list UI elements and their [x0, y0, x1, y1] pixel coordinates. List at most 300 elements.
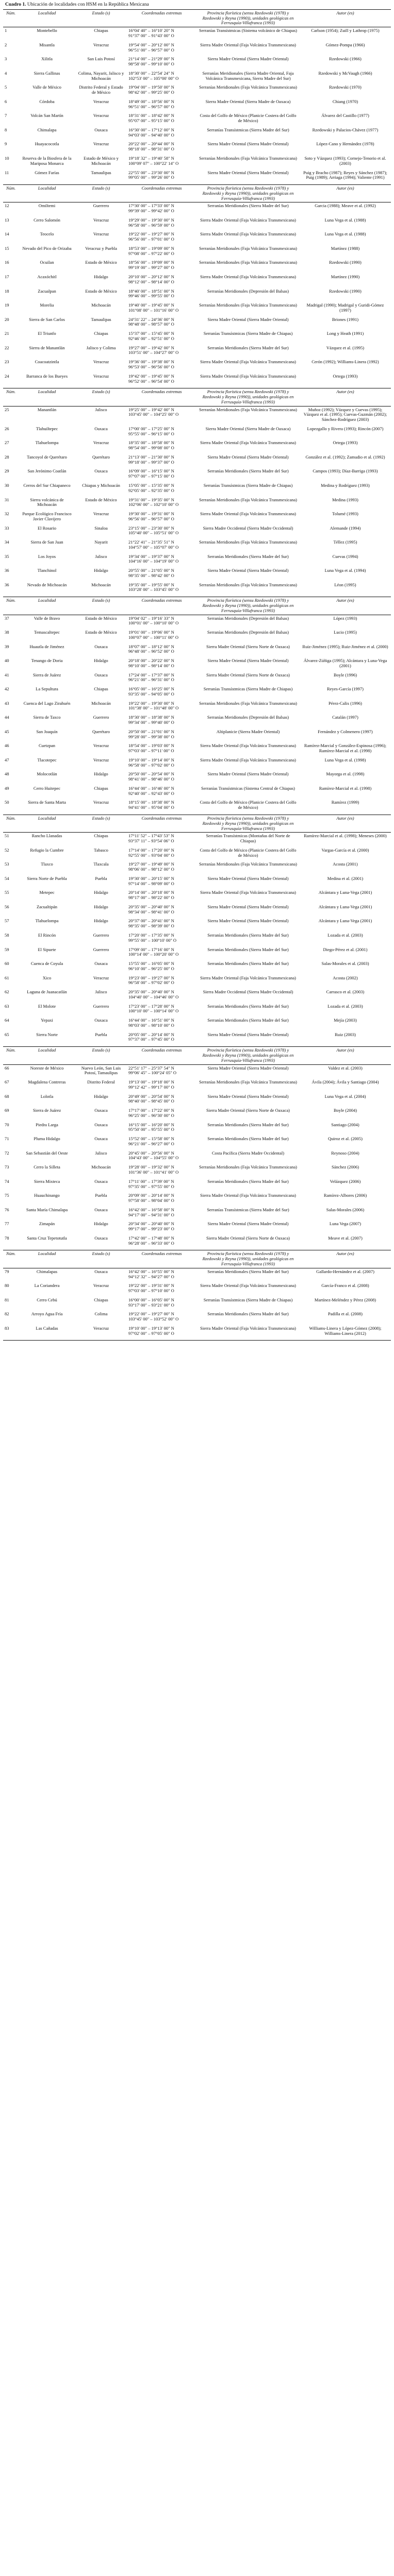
- table-row: [3, 84, 391, 98]
- table-row: [3, 406, 391, 426]
- row-author: Álvarez del Castillo (1977): [321, 113, 369, 118]
- row-number: 81: [5, 1297, 9, 1302]
- row-province: Serranías Meridionales (Faja Volcánica Transmexicana): [199, 302, 297, 308]
- row-number: 61: [5, 975, 9, 980]
- row-state: Michoacán: [91, 700, 111, 706]
- row-state: Veracruz: [93, 141, 109, 147]
- caption-label: Cuadro 1.: [5, 2, 26, 7]
- row-number: 26: [5, 426, 9, 431]
- row-locality: Volcán San Martín: [30, 113, 63, 118]
- table-row: [3, 1150, 391, 1164]
- row-coordinates: 18°30' 00" – 18°38' 00" N 99°34' 00" – 99°40' 00" O: [128, 715, 174, 725]
- table-row: [3, 553, 391, 568]
- row-province: Serranías Meridionales (Faja Volcánica Transmexicana): [199, 539, 297, 545]
- row-coordinates: 19°22' 00" – 19°27' 00" N 96°56' 00" – 97°01' 00" O: [128, 231, 174, 242]
- row-coordinates: 18°56' 00" – 19°09' 00" N 99°19' 00" – 99°27' 00" O: [128, 260, 174, 270]
- row-number: 51: [5, 833, 9, 839]
- row-state: Oaxaca: [94, 426, 108, 431]
- row-province: Serranías Meridionales (Faja Volcánica Transmexicana): [199, 406, 297, 412]
- row-state: Jalisco: [95, 1150, 107, 1156]
- row-province: Serranías Meridionales (Sierra Madre del Sur): [207, 1018, 289, 1023]
- table-row: [3, 155, 391, 170]
- row-state: Oaxaca: [94, 127, 108, 132]
- row-author: Cerón (1992); Williams-Linera (1992): [311, 359, 379, 365]
- table-header-row: [3, 388, 391, 406]
- row-locality: Morelia: [40, 302, 54, 308]
- row-number: 70: [5, 1122, 9, 1127]
- header-state: Estado (s): [75, 9, 127, 27]
- row-number: 20: [5, 316, 9, 322]
- table-row: [3, 439, 391, 454]
- row-state: Puebla: [95, 1031, 107, 1037]
- row-author: Luna Vega et al. (2004): [324, 1093, 366, 1099]
- row-author: Quiroz et al. (2005): [327, 1136, 363, 1142]
- table-row: [3, 27, 391, 42]
- header-locality: Localidad: [19, 185, 75, 202]
- row-coordinates: 18°53' 00" – 19°09' 00" N 97°08' 00" – 97°22' 00" O: [128, 245, 174, 256]
- row-province: Serranías Meridionales (Faja Volcánica Transmexicana): [199, 1164, 297, 1170]
- row-number: 10: [5, 156, 9, 161]
- table-row: [3, 686, 391, 700]
- row-locality: Tlaxco: [41, 861, 53, 867]
- row-state: Veracruz: [93, 1283, 109, 1289]
- row-number: 42: [5, 686, 9, 692]
- table-row: [3, 1297, 391, 1311]
- row-state: Guerrero: [93, 946, 109, 952]
- header-num: Núm.: [3, 815, 19, 832]
- row-number: 14: [5, 231, 9, 237]
- row-locality: Manantlán: [37, 406, 57, 412]
- table-header-row: [3, 1250, 391, 1268]
- row-author: Ramírez-Marcial y González-Espinosa (1996); Ramírez-Marcial et al. (1998): [304, 743, 387, 754]
- row-locality: Yepaxi: [41, 1018, 53, 1023]
- row-number: 76: [5, 1207, 9, 1212]
- row-number: 3: [5, 56, 7, 62]
- row-author: Carrasco et al. (2003): [326, 989, 365, 995]
- row-province: Serranías Meridionales (Sierra Madre del Sur): [207, 1268, 289, 1274]
- row-state: Jalisco: [95, 989, 107, 995]
- row-locality: Gómez Farías: [35, 170, 59, 175]
- row-province: Serranías Meridionales (Faja Volcánica Transmexicana): [199, 156, 297, 161]
- row-state: Hidalgo: [94, 1093, 108, 1099]
- row-author: Williams-Linera y López-Gómez (2008); Williams-Linera (2012): [309, 1325, 382, 1336]
- row-number: 82: [5, 1311, 9, 1317]
- row-state: Tamaulipas: [91, 170, 111, 175]
- table-row: [3, 1017, 391, 1031]
- row-coordinates: 19°22' 00" – 19°30' 00" N 101°38' 00" – 101°48' 00" O: [128, 700, 179, 711]
- row-province: Sierra Madre Oriental (Sierra Madre Oriental): [207, 141, 289, 147]
- row-number: 30: [5, 482, 9, 488]
- row-province: Serranías Meridionales (Depresión del Balsas): [207, 288, 289, 294]
- row-province: Sierra Madre Oriental (Sierra Madre Oriental): [207, 56, 289, 62]
- row-locality: Noreste de México: [30, 1065, 64, 1071]
- row-coordinates: 22°55' 00" – 23°30' 00" N 99°05' 00" – 99°26' 00" O: [128, 170, 174, 180]
- row-number: 32: [5, 511, 9, 517]
- row-number: 68: [5, 1093, 9, 1099]
- table-caption: [5, 2, 391, 8]
- row-locality: Sierra de San Carlos: [29, 316, 65, 322]
- row-coordinates: 17°20' 00" – 17°35' 00" N 99°55' 00" – 100°10' 00" O: [128, 932, 177, 943]
- row-province: Sierra Madre Oriental (Sierra Madre Oriental): [207, 316, 289, 322]
- row-author: Ortega (1993): [333, 373, 358, 379]
- row-locality: Tlahuelompa: [35, 918, 59, 924]
- header-state: Estado (s): [75, 1250, 127, 1268]
- row-state: Michoacán: [91, 302, 111, 308]
- row-author: Gallardo-Hernández et al. (2007): [316, 1268, 374, 1274]
- row-locality: Tenango de Doria: [31, 658, 63, 664]
- row-locality: Teocelo: [40, 231, 54, 237]
- table-row: [3, 742, 391, 757]
- row-author: Lucio (1995): [334, 630, 357, 635]
- row-number: 48: [5, 771, 9, 777]
- row-coordinates: 19°54' 00" – 20°12' 00" N 96°51' 00" – 96°57' 00" O: [128, 42, 174, 53]
- row-state: Hidalgo: [94, 771, 108, 777]
- row-number: 40: [5, 658, 9, 664]
- row-coordinates: 17°11' 00" – 17°39' 00" N 97°35' 00" – 97°55' 00" O: [128, 1178, 174, 1189]
- table-row: [3, 170, 391, 184]
- table-row: [3, 672, 391, 686]
- row-province: Sierra Madre Oriental (Sierra Madre Oriental): [207, 875, 289, 881]
- row-province: Sierra Madre Oriental (Sierra Madre Oriental): [207, 1221, 289, 1227]
- row-author: Carlson (1954); Zuill y Lathrop (1975): [311, 28, 380, 33]
- row-author: Reyes-García (1997): [326, 686, 364, 692]
- row-state: Colima, Nayarit, Jalisco y Michoacán: [78, 70, 124, 81]
- row-number: 25: [5, 406, 9, 412]
- row-state: Distrito Federal: [87, 1079, 115, 1085]
- row-author: Padilla et al. (2008): [327, 1311, 363, 1317]
- table-row: [3, 1311, 391, 1325]
- row-author: Santiago (2004): [331, 1122, 359, 1127]
- row-number: 46: [5, 743, 9, 749]
- row-author: Acosta (2001): [333, 861, 358, 867]
- row-number: 75: [5, 1193, 9, 1198]
- row-locality: Sierra de Manantlán: [29, 345, 65, 350]
- row-number: 62: [5, 989, 9, 995]
- row-number: 58: [5, 932, 9, 938]
- header-locality: Localidad: [19, 815, 75, 832]
- row-province: Serranías Transístmicas (Sierra Madre de Chiapas): [203, 686, 293, 692]
- row-province: Serranías Meridionales (Sierra Madre del Sur): [207, 1122, 289, 1127]
- row-locality: Parque Ecológico Francisco Javier Clavijero: [22, 511, 72, 521]
- row-number: 49: [5, 785, 9, 791]
- row-province: Serranías Meridionales (Faja Volcánica Transmexicana): [199, 861, 297, 867]
- row-locality: Cuetzpan: [38, 743, 56, 749]
- row-locality: Sierra de Juárez: [32, 1108, 61, 1113]
- row-author: Ávila (2004); Ávila y Santiago (2004): [311, 1079, 379, 1085]
- row-locality: Sierra Gallinas: [34, 70, 60, 76]
- row-number: 21: [5, 331, 9, 336]
- row-locality: Misantla: [39, 42, 55, 47]
- row-state: Veracruz: [93, 373, 109, 379]
- row-province: Sierra Madre Oriental (Faja Volcánica Transmexicana): [200, 231, 296, 237]
- row-coordinates: 17°17' 00" – 17°22' 00" N 96°25' 00" – 96°30' 00" O: [128, 1108, 174, 1118]
- row-locality: El Sipuete: [38, 946, 56, 952]
- row-province: Sierra Madre Oriental (Sierra Madre Oriental): [207, 918, 289, 924]
- row-province: Sierra Madre Oriental (Faja Volcánica Transmexicana): [200, 42, 296, 47]
- row-number: 66: [5, 1065, 9, 1071]
- header-province: Provincia florística (sensu Rzedowski (1978) y Rzedowski y Reyna (1990)), unidades geológicas en Ferrusquía-Villafranca (1993): [196, 1047, 300, 1064]
- row-locality: Los Joyos: [38, 553, 56, 559]
- row-locality: Sierra Mixteca: [34, 1178, 60, 1184]
- row-locality: Tlanchinol: [37, 568, 57, 573]
- row-state: Veracruz: [93, 1325, 109, 1331]
- header-state: Estado (s): [75, 815, 127, 832]
- row-author: Acosta (2002): [333, 975, 358, 980]
- row-coordinates: 19°42' 00" – 19°45' 00" N 96°52' 00" – 96°54' 00" O: [128, 373, 174, 384]
- row-number: 80: [5, 1283, 9, 1289]
- row-coordinates: 19°22' 00" – 19°27' 00" N 103°45' 00" – 103°52' 00" O: [128, 1311, 179, 1322]
- row-author: Salas-Morales (2006): [326, 1207, 365, 1212]
- row-state: Querétaro: [92, 728, 110, 734]
- row-locality: Magdalena Contreras: [28, 1079, 66, 1085]
- row-locality: Sierra de Juárez: [32, 672, 61, 677]
- row-locality: Metepec: [39, 890, 55, 895]
- table-row: [3, 975, 391, 989]
- row-author: Rzedowski y McVaugh (1966): [318, 70, 372, 76]
- row-province: Sierra Madre Oriental (Faja Volcánica Transmexicana): [200, 890, 296, 895]
- row-coordinates: 19°22' 00" – 19°31' 00" N 97°03' 00" – 97°10' 00" O: [128, 1283, 174, 1294]
- row-number: 53: [5, 861, 9, 867]
- row-locality: San Jerónimo Coatlán: [27, 468, 67, 474]
- row-author: Fernández y Colmenero (1997): [318, 728, 373, 734]
- row-author: Martínez (1988): [331, 245, 360, 251]
- row-province: Sierra Madre Oriental (Sierra Madre de Oaxaca): [205, 426, 291, 431]
- row-number: 79: [5, 1268, 9, 1274]
- header-locality: Localidad: [19, 388, 75, 406]
- row-author: Puig y Bracho (1987); Reyes y Sánchez (1987); Puig (1989); Arriaga (1994); Valiente (1991): [303, 170, 387, 180]
- table-row: [3, 629, 391, 643]
- row-province: Costa del Golfo de México (Planicie Costera del Golfo de México): [200, 113, 297, 124]
- row-author: Boyle (2004): [333, 1108, 357, 1113]
- header-state: Estado (s): [75, 185, 127, 202]
- row-coordinates: 22°51' 17" – 25°37' 54" N 99°06' 45" – 100°24' 05" O: [128, 1065, 177, 1076]
- row-coordinates: 21°22' 41" – 21°35' 51" N 104°57' 00" – 105°07' 00" O: [128, 539, 179, 550]
- row-number: 31: [5, 497, 9, 502]
- row-state: Oaxaca: [94, 672, 108, 677]
- row-locality: Zacualtipán: [36, 904, 58, 909]
- row-number: 9: [5, 141, 7, 147]
- row-locality: Piedra Larga: [36, 1122, 58, 1127]
- table-row: [3, 946, 391, 961]
- row-state: Veracruz: [93, 98, 109, 104]
- row-province: Sierra Madre Oriental (Sierra Madre Oriental): [207, 904, 289, 909]
- row-number: 5: [5, 84, 7, 90]
- row-coordinates: 20°14' 00" – 20°18' 00" N 98°17' 00" – 98°22' 00" O: [128, 890, 174, 901]
- table-row: [3, 1221, 391, 1235]
- row-state: Oaxaca: [94, 1018, 108, 1023]
- row-coordinates: 18°49' 00" – 18°56' 00" N 96°51' 00" – 96°57' 00" O: [128, 98, 174, 109]
- row-coordinates: 19°28' 00" – 19°32' 00" N 101°36' 00" – 101°41' 00" O: [128, 1164, 179, 1175]
- row-state: Estado de México: [85, 497, 117, 502]
- separator-rule: [3, 1339, 391, 1341]
- row-province: Sierra Madre Oriental (Sierra Madre Oriental): [207, 454, 289, 460]
- row-coordinates: 17°30' 00" – 17°33' 00" N 99°39' 00" – 99°42' 00" O: [128, 203, 174, 214]
- row-author: Rzedowski y Palacios-Chávez (1977): [312, 127, 379, 132]
- row-state: Estado de México: [85, 615, 117, 621]
- row-coordinates: 19°10' 00" – 19°14' 00" N 96°58' 00" – 97°02' 00" O: [128, 757, 174, 768]
- row-coordinates: 17°00' 00" – 17°25' 00" N 95°55' 00" – 96°15' 00" O: [128, 426, 174, 436]
- row-coordinates: 16°44' 00" – 16°46' 00" N 92°40' 00" – 92°43' 00" O: [128, 785, 174, 796]
- row-locality: Cerro Salomón: [34, 217, 60, 223]
- table-row: [3, 1107, 391, 1122]
- row-number: 12: [5, 203, 9, 209]
- row-coordinates: 20°18' 00" – 20°22' 00" N 98°10' 00" – 98°14' 00" O: [128, 658, 174, 668]
- header-province: Provincia florística (sensu Rzedowski (1978) y Rzedowski y Reyna (1990)), unidades geológicas en Ferrusquía-Villafranca (1993): [196, 185, 300, 202]
- row-province: Sierra Madre Oriental (Sierra Madre Oriental): [207, 170, 289, 175]
- table-row: [3, 728, 391, 743]
- row-state: Querétaro: [92, 454, 110, 460]
- table-row: [3, 657, 391, 672]
- table-row: [3, 643, 391, 658]
- row-author: Briones (1991): [332, 316, 359, 322]
- row-state: Veracruz: [93, 113, 109, 118]
- row-state: Chiapas: [94, 833, 108, 839]
- row-locality: Sierra de Taxco: [33, 715, 61, 720]
- table-row: [3, 567, 391, 582]
- row-state: Oaxaca: [94, 1268, 108, 1274]
- row-author: Pérez-Calix (1996): [329, 700, 362, 706]
- row-state: Veracruz y Puebla: [85, 245, 117, 251]
- row-state: Veracruz: [93, 440, 109, 446]
- row-locality: Valle de Bravo: [34, 615, 60, 621]
- row-coordinates: 19°36' 00" – 19°38' 00" N 96°53' 00" – 96°56' 00" O: [128, 359, 174, 369]
- row-coordinates: 19°34' 00" – 19°37' 00" N 104°16' 00" – 104°19' 00" O: [128, 553, 179, 564]
- row-author: Diego-Pérez et al. (2001): [323, 946, 368, 952]
- row-coordinates: 17°14' 00" – 17°20' 00" N 92°55' 00" – 93°04' 00" O: [128, 847, 174, 858]
- row-state: Veracruz: [93, 800, 109, 805]
- row-coordinates: 16°30' 00" – 17°12' 00" N 94°03' 00" – 94°40' 00" O: [128, 127, 174, 138]
- table-row: [3, 1003, 391, 1018]
- row-locality: Cerro Cebú: [37, 1297, 57, 1302]
- row-author: Ramírez-Marcial et al. (1998): [319, 785, 372, 791]
- row-province: Sierra Madre Oriental (Faja Volcánica Transmexicana): [200, 1283, 296, 1289]
- row-coordinates: 21°14' 00" – 21°29' 00" N 98°58' 00" – 99°10' 00" O: [128, 56, 174, 67]
- row-state: Guerrero: [93, 203, 109, 209]
- row-author: Léon (1995): [334, 582, 356, 587]
- row-province: Serranías Transístmicas (Sistema volcánico de Chiapas): [199, 28, 298, 33]
- table-row: [3, 42, 391, 56]
- row-province: Sierra Madre Oriental (Faja Volcánica Transmexicana): [200, 274, 296, 280]
- row-locality: Coacoatzintla: [35, 359, 59, 365]
- row-province: Serranías Meridionales (Sierra Madre del Sur): [207, 203, 289, 209]
- row-coordinates: 16°42' 00" – 16°58' 00" N 94°17' 00" – 94°31' 00" O: [128, 1207, 174, 1217]
- row-locality: Laguna de Juanacatlán: [27, 989, 67, 995]
- table-header-row: [3, 597, 391, 615]
- row-author: Cuevas (1994): [332, 553, 358, 559]
- row-author: Rzedowski (1990): [329, 260, 362, 265]
- row-province: Sierra Madre Oriental (Sierra Norte de Oaxaca): [206, 1235, 290, 1241]
- row-province: Sierra Madre Oriental (Sierra Norte de Oaxaca): [206, 643, 290, 649]
- row-locality: Las Cañadas: [36, 1325, 58, 1331]
- row-province: Serranías Transístmicas (Sierra Madre del Sur): [207, 1207, 289, 1212]
- row-author: Mayorga et al. (1998): [326, 771, 365, 777]
- row-number: 78: [5, 1235, 9, 1241]
- row-state: Estado de México: [85, 630, 117, 635]
- table-row: [3, 70, 391, 84]
- row-locality: Tlahuelompa: [35, 440, 59, 446]
- row-state: Veracruz: [93, 231, 109, 237]
- table-row: [3, 1282, 391, 1297]
- row-coordinates: 21°13' 00" – 21°30' 00" N 99°18' 00" – 99°37' 00" O: [128, 454, 174, 465]
- row-number: 24: [5, 373, 9, 379]
- row-locality: Ocuilan: [40, 260, 54, 265]
- row-author: Rzedowski (1966): [329, 56, 362, 62]
- row-author: Alcántara y Luna-Vega (2001): [318, 890, 372, 895]
- row-province: Serranías Meridionales (Sierra Madre del Sur): [207, 961, 289, 967]
- row-province: Sierra Madre Oriental (Sierra Madre Oriental): [207, 1031, 289, 1037]
- table-row: [3, 302, 391, 316]
- row-coordinates: 20°55' 00" – 21°05' 00" N 98°35' 00" – 98°42' 00" O: [128, 568, 174, 578]
- row-number: 71: [5, 1136, 9, 1142]
- row-coordinates: 18°15' 00" – 18°38' 00" N 94°41' 00" – 95°04' 00" O: [128, 800, 174, 810]
- row-coordinates: 17°11' 52" – 17°43' 53" N 93°37' 11" – 93°54' 06" O: [128, 833, 174, 844]
- row-state: Oaxaca: [94, 1235, 108, 1241]
- row-number: 4: [5, 70, 7, 76]
- row-author: Soto y Vázquez (1993); Cornejo-Tenorio et al. (2003): [304, 156, 386, 166]
- row-state: Guerrero: [93, 715, 109, 720]
- row-state: Veracruz: [93, 743, 109, 749]
- row-state: Hidalgo: [94, 890, 108, 895]
- row-number: 1: [5, 28, 7, 33]
- row-province: Costa del Golfo de México (Planicie Costera del Golfo de México): [200, 800, 297, 810]
- row-state: Guerrero: [93, 932, 109, 938]
- row-locality: Arroyo Agua Fría: [31, 1311, 63, 1317]
- row-author: García-Franco et al. (2008): [321, 1283, 369, 1289]
- table-row: [3, 889, 391, 904]
- table-row: [3, 141, 391, 155]
- row-province: Serranías Meridionales (Sierra Madre del Sur): [207, 932, 289, 938]
- row-province: Serranías Transístmicas (Sierra Madre del Sur): [207, 127, 289, 132]
- table-row: [3, 231, 391, 245]
- row-state: Michoacán: [91, 1164, 111, 1170]
- row-state: Veracruz: [93, 217, 109, 223]
- row-number: 77: [5, 1221, 9, 1227]
- table-header-row: [3, 1047, 391, 1064]
- row-province: Sierra Madre Oriental (Sierra Madre Oriental): [207, 1065, 289, 1071]
- row-state: Puebla: [95, 875, 107, 881]
- row-province: Sierra Madre Oriental (Sierra Madre Oriental): [207, 658, 289, 664]
- row-coordinates: 16°00' 00" – 16°05' 00" N 93°17' 00" – 93°21' 00" O: [128, 1297, 174, 1308]
- header-province: Provincia florística (sensu Rzedowski (1978) y Rzedowski y Reyna (1990)), unidades geológicas en Ferrusquía-Villafranca (1993): [196, 9, 300, 27]
- row-locality: La Sepultura: [36, 686, 58, 692]
- row-locality: Reserva de la Biosfera de la Mariposa Monarca: [22, 156, 72, 166]
- row-coordinates: 17°42' 00" – 17°48' 00" N 96°28' 00" – 96°33' 00" O: [128, 1235, 174, 1246]
- row-locality: Chimalapa: [37, 127, 57, 132]
- row-coordinates: 20°45' 00" – 20°56' 00" N 104°43' 00" – 104°55' 00" O: [128, 1150, 179, 1161]
- row-province: Serranías Meridionales (Faja Volcánica Transmexicana): [199, 245, 297, 251]
- row-locality: Huautla de Jiménez: [29, 643, 64, 649]
- row-author: Vázquez et al. (1995): [326, 345, 365, 350]
- row-locality: Tlahuiltepec: [36, 426, 58, 431]
- row-province: Serranías Meridionales (Sierra Madre del Sur): [207, 1003, 289, 1009]
- row-number: 57: [5, 918, 9, 924]
- row-locality: Cerro Huitepec: [33, 785, 61, 791]
- row-coordinates: 19°27' 00" – 19°42' 00" N 103°51' 00" – 104°27' 00" O: [128, 345, 179, 355]
- row-locality: Tancoyol de Querétaro: [27, 454, 67, 460]
- row-number: 36: [5, 568, 9, 573]
- row-author: Ruiz (2003): [335, 1031, 356, 1037]
- row-author: Ramírez-Marcial et al. (1998); Meneses (2000): [304, 833, 387, 839]
- row-coordinates: 20°50' 00" – 21°01' 00" N 99°28' 00" – 99°38' 00" O: [128, 728, 174, 739]
- table-row: [3, 1235, 391, 1249]
- row-number: 33: [5, 525, 9, 531]
- row-state: Sinaloa: [94, 525, 108, 531]
- row-province: Sierra Madre Occidental (Sierra Madre Occidental): [203, 989, 293, 995]
- row-coordinates: 18°35' 00" – 18°58' 00" N 98°54' 00" – 99°08' 00" O: [128, 440, 174, 451]
- table-row: [3, 468, 391, 482]
- row-province: Serranías Meridionales (Faja Volcánica Transmexicana): [199, 497, 297, 502]
- row-number: 74: [5, 1178, 9, 1184]
